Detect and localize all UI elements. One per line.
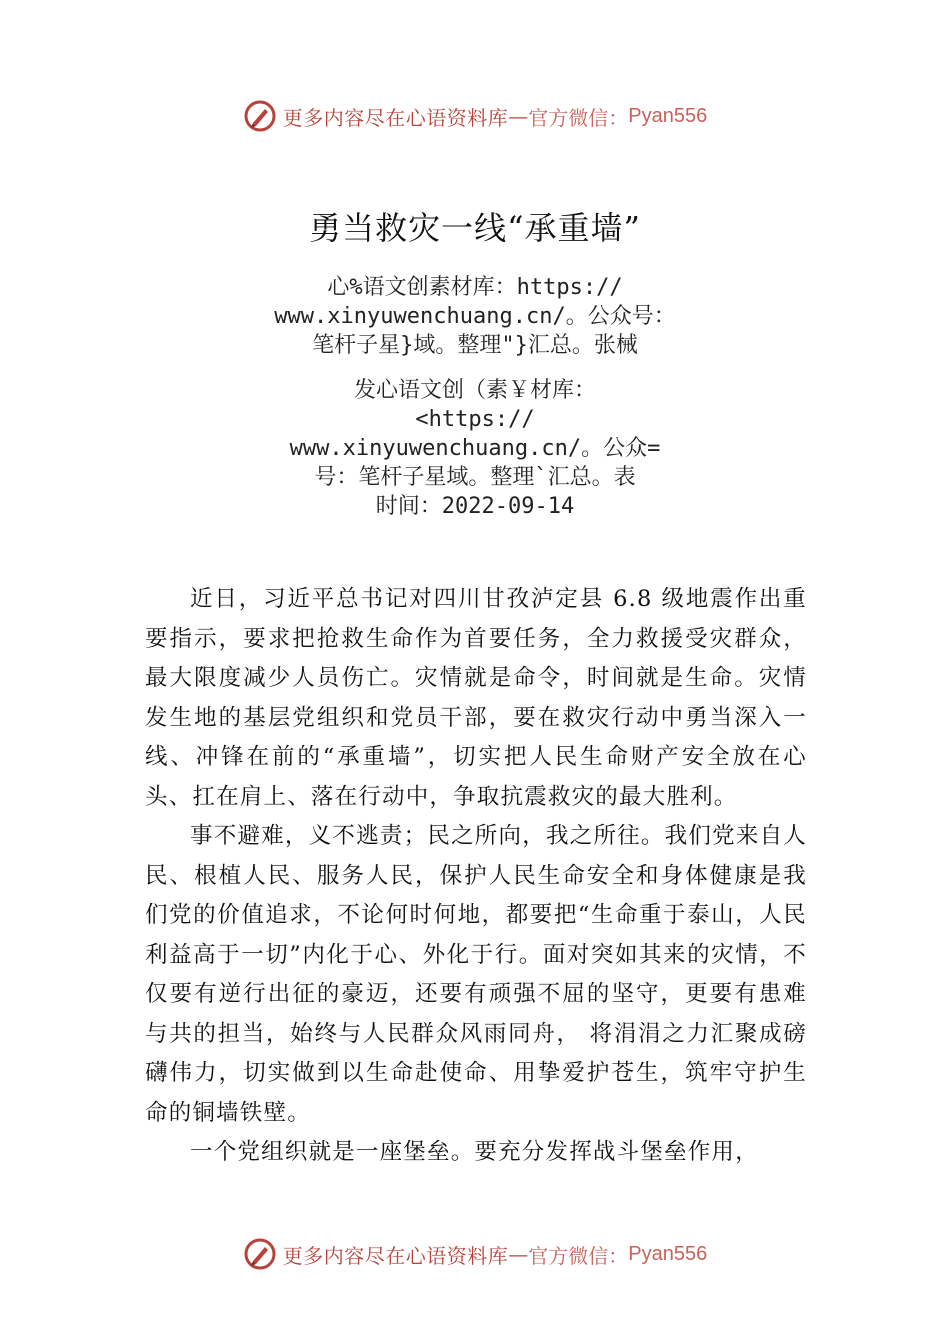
article-title: 勇当救灾一线“承重墙”: [309, 209, 641, 247]
banner-wechat-id: Pyan556: [628, 1242, 708, 1265]
article-body: [145, 580, 807, 1173]
pen-logo-icon: [243, 1237, 277, 1271]
banner-text: 更多内容尽在心语资料库: [282, 1243, 509, 1268]
publish-time: 时间：2022-09-14: [375, 494, 575, 519]
paragraph: 事不避难，义不逃责；民之所向，我之所往。我们党来自人民、根植人民、服务人民，保护人民生命安全和身体健康是我们党的价值追求，不论何时何地，都要把“生命重于泰山，人民利益高于一切”内化于心、外化于行。面对突如其来的灾情，不仅要有逆行出征的豪迈，还要有顽强不屈的坚守，更要有患难与共的担当，始终与人民群众风雨同舟， 将涓涓之力汇聚成磅礴伟力，切实做到以生命赴使命、用挚爱护苍生，筑牢守护生命的铜墙铁壁。: [145, 823, 807, 1126]
pen-logo-icon: [243, 99, 277, 133]
paragraph: 近日，习近平总书记对四川甘孜泸定县 6.8 级地震作出重要指示，要求把抢救生命作为首要任务，全力救援受灾群众，最大限度减少人员伤亡。灾情就是命令，时间就是生命。灾情发生地的基层党组织和党员干部，要在救灾行动中勇当深入一线、冲锋在前的“承重墙”，切实把人民生命财产安全放在心头、扛在肩上、落在行动中，争取抗震救灾的最大胜利。: [145, 586, 807, 810]
source-line: 笔杆子星}域。整理"}汇总。张械: [312, 333, 638, 358]
source-block-1: [0, 273, 950, 360]
banner-separator: —: [508, 1242, 529, 1266]
source-line: 心%语文创素材库：https://: [327, 275, 623, 300]
header-banner: [0, 96, 950, 136]
source-line: www.xinyuwenchuang.cn/。公众=: [289, 436, 661, 461]
banner-label: 官方微信：: [528, 1243, 629, 1268]
source-line: 号：笔杆子星域。整理`汇总。表: [314, 465, 636, 490]
banner-text: 更多内容尽在心语资料库: [282, 105, 509, 130]
banner-label: 官方微信：: [528, 105, 629, 130]
footer-banner: [0, 1234, 950, 1274]
source-line: www.xinyuwenchuang.cn/。公众号：: [274, 304, 676, 329]
source-line: 发心语文创（素￥材库：: [353, 378, 596, 403]
source-line: <https://: [415, 407, 535, 432]
banner-wechat-id: Pyan556: [628, 104, 708, 127]
paragraph: 一个党组织就是一座堡垒。要充分发挥战斗堡垒作用，: [190, 1139, 759, 1165]
source-block-2: [0, 376, 950, 521]
banner-separator: —: [508, 104, 529, 128]
